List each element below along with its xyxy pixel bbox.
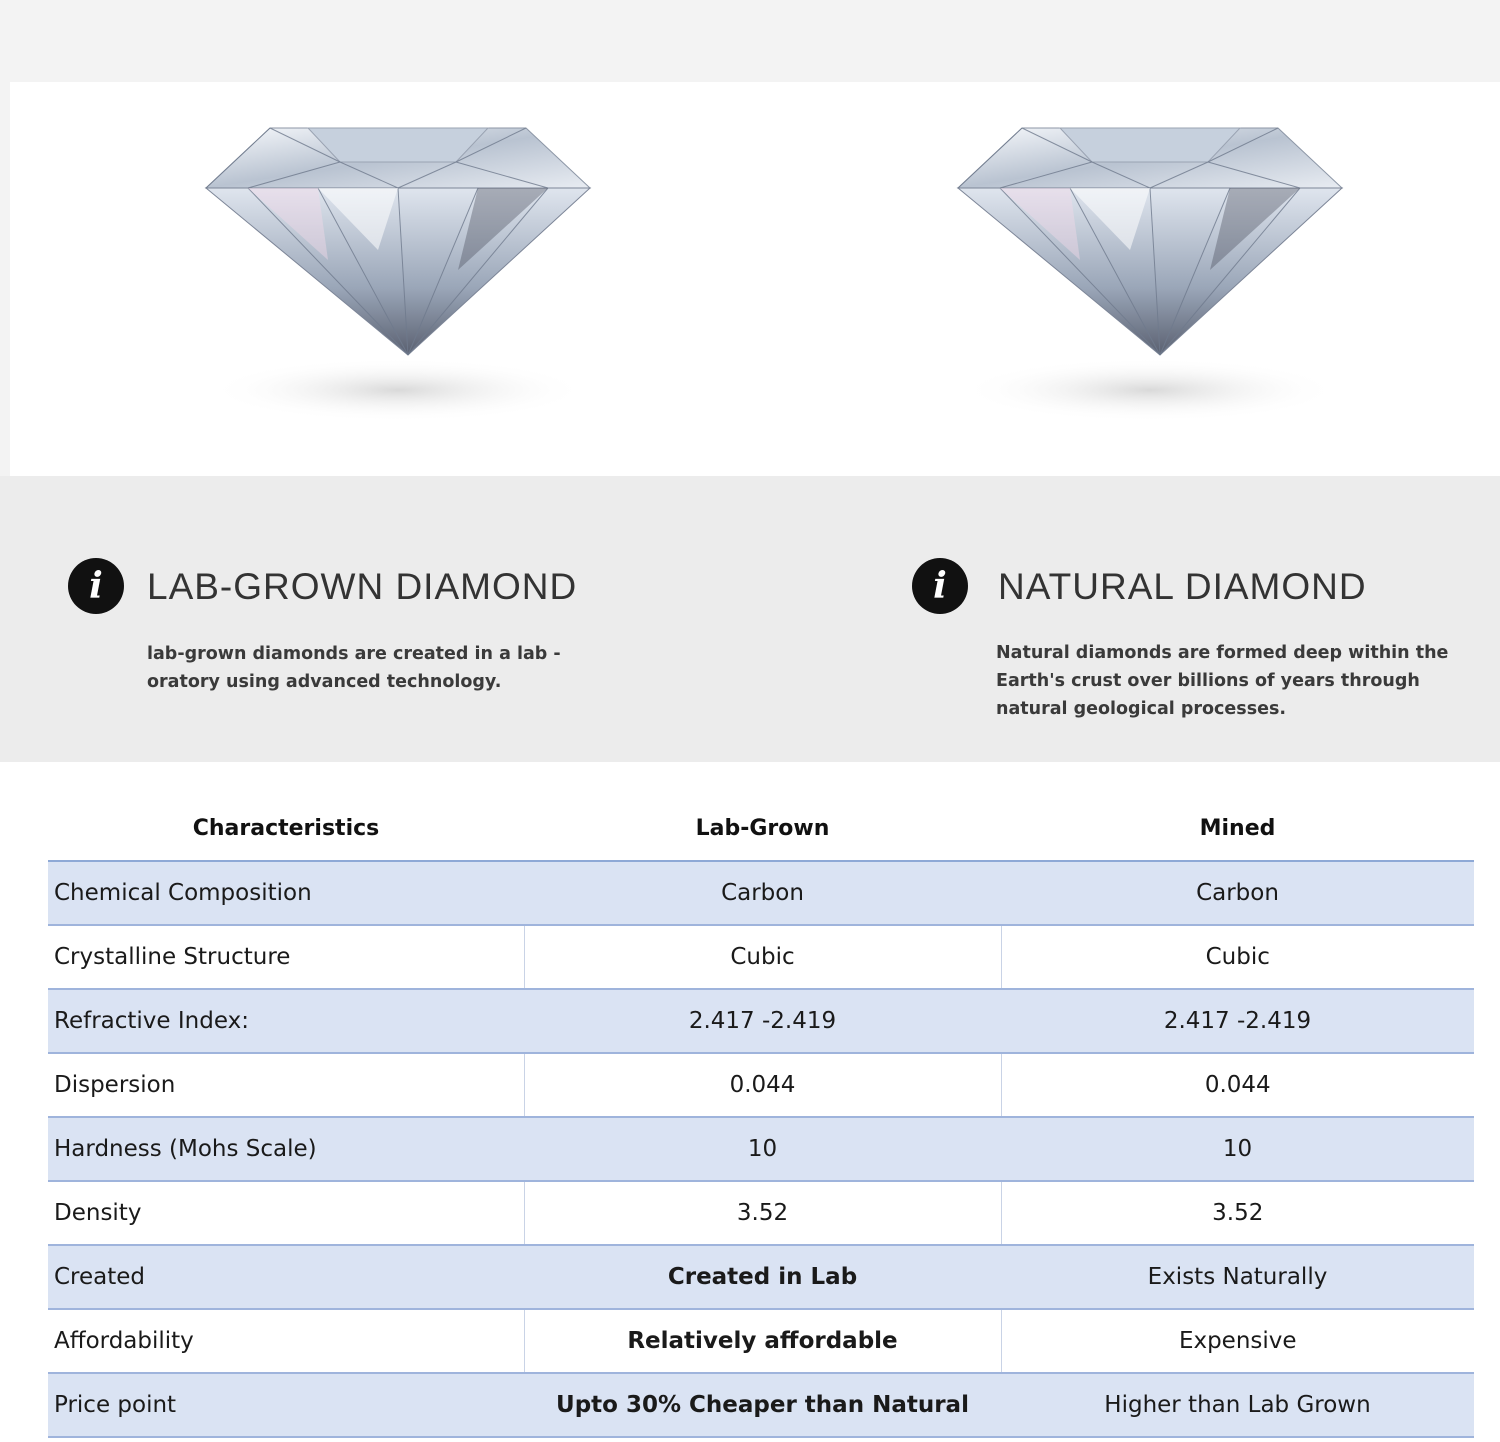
info-icon: i: [68, 558, 124, 614]
lab-grown-value: Created in Lab: [524, 1245, 1001, 1309]
table-row: [48, 925, 1474, 989]
comparison-table: [48, 796, 1474, 1438]
lab-grown-value: Relatively affordable: [524, 1309, 1001, 1373]
lab-grown-description-line: oratory using advanced technology.: [147, 672, 502, 692]
row-label: Dispersion: [48, 1053, 524, 1117]
row-label: Hardness (Mohs Scale): [48, 1117, 524, 1181]
row-label: Density: [48, 1181, 524, 1245]
lab-grown-description: [147, 640, 607, 696]
row-label: Crystalline Structure: [48, 925, 524, 989]
lab-grown-value: 3.52: [524, 1181, 1001, 1245]
natural-description-line: Earth's crust over billions of years through: [996, 671, 1420, 691]
table-row: [48, 1053, 1474, 1117]
comparison-panel: [0, 762, 1500, 1442]
lab-grown-value: 2.417 -2.419: [524, 989, 1001, 1053]
header-lab-grown: Lab-Grown: [524, 796, 1001, 861]
top-strip: [0, 0, 1500, 82]
natural-description: [996, 639, 1486, 723]
table-header-row: [48, 796, 1474, 861]
natural-description-line: Natural diamonds are formed deep within the: [996, 643, 1449, 663]
natural-diamond-image: [940, 100, 1360, 430]
row-label: Chemical Composition: [48, 861, 524, 925]
natural-title: NATURAL DIAMOND: [998, 566, 1367, 607]
mined-value: 2.417 -2.419: [1001, 989, 1474, 1053]
table-row: [48, 1373, 1474, 1437]
table-row: [48, 1181, 1474, 1245]
header-mined: Mined: [1001, 796, 1474, 861]
info-icon: i: [912, 558, 968, 614]
table-row: [48, 989, 1474, 1053]
mined-value: Cubic: [1001, 925, 1474, 989]
row-label: Refractive Index:: [48, 989, 524, 1053]
lab-grown-value: 10: [524, 1117, 1001, 1181]
mined-value: 10: [1001, 1117, 1474, 1181]
lab-grown-value: 0.044: [524, 1053, 1001, 1117]
header-characteristics: Characteristics: [48, 796, 524, 861]
table-row: [48, 1309, 1474, 1373]
mined-value: Carbon: [1001, 861, 1474, 925]
mined-value: Higher than Lab Grown: [1001, 1373, 1474, 1437]
lab-grown-description-line: lab-grown diamonds are created in a lab -: [147, 644, 561, 664]
table-row: [48, 1245, 1474, 1309]
info-band: [0, 476, 1500, 762]
mined-value: 3.52: [1001, 1181, 1474, 1245]
lab-grown-value: Upto 30% Cheaper than Natural: [524, 1373, 1001, 1437]
mined-value: 0.044: [1001, 1053, 1474, 1117]
lab-grown-diamond-image: [188, 100, 608, 430]
natural-description-line: natural geological processes.: [996, 699, 1287, 719]
lab-grown-title: LAB-GROWN DIAMOND: [147, 566, 578, 607]
lab-grown-value: Carbon: [524, 861, 1001, 925]
mined-value: Expensive: [1001, 1309, 1474, 1373]
row-label: Price point: [48, 1373, 524, 1437]
row-label: Affordability: [48, 1309, 524, 1373]
table-row: [48, 1117, 1474, 1181]
row-label: Created: [48, 1245, 524, 1309]
table-row: [48, 861, 1474, 925]
mined-value: Exists Naturally: [1001, 1245, 1474, 1309]
diamond-images-panel: [10, 82, 1500, 476]
lab-grown-value: Cubic: [524, 925, 1001, 989]
